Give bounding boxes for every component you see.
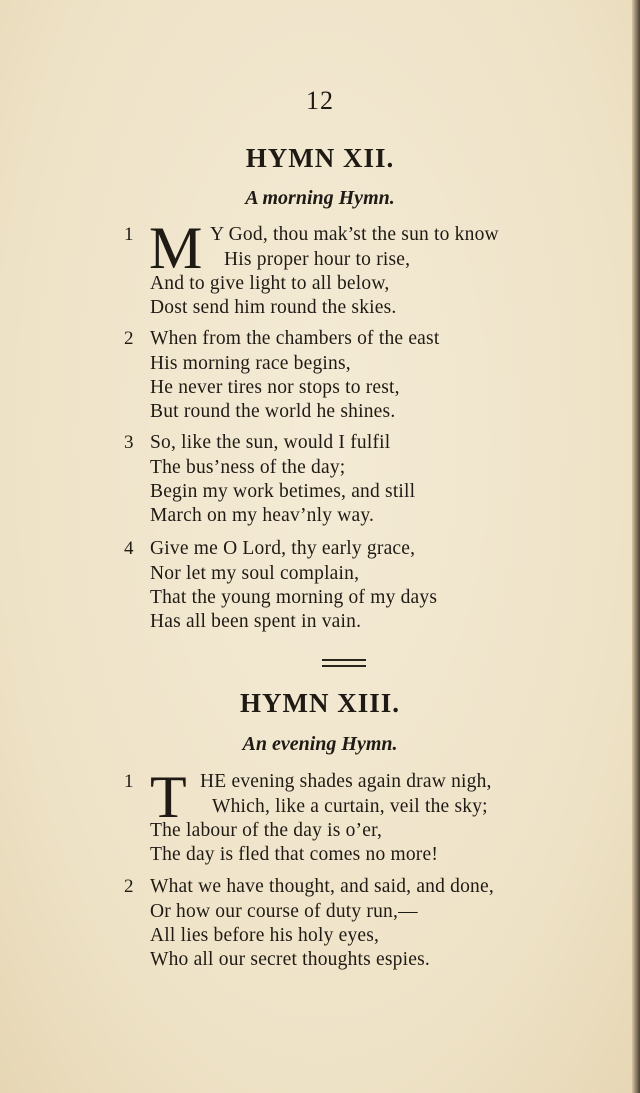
- hymn-12-title: HYMN XII.: [245, 143, 395, 173]
- verse-line: His proper hour to rise,: [224, 249, 411, 270]
- verse-number: 1: [124, 771, 134, 792]
- verse-line: He never tires nor stops to rest,: [150, 377, 400, 398]
- verse-line: When from the chambers of the east: [150, 328, 440, 349]
- hymn-12-subtitle: A morning Hymn.: [245, 187, 395, 209]
- verse-line: But round the world he shines.: [150, 401, 396, 422]
- verse-number: 2: [124, 328, 134, 349]
- verse-line: All lies before his holy eyes,: [150, 925, 380, 946]
- verse-line: So, like the sun, would I fulfil: [150, 432, 391, 453]
- divider-rule-bottom: [322, 665, 366, 667]
- verse-line: Y God, thou mak’st the sun to know: [210, 224, 499, 245]
- verse-line: Who all our secret thoughts espies.: [150, 949, 430, 970]
- verse-line: Begin my work betimes, and still: [150, 481, 416, 502]
- verse-line: Dost send him round the skies.: [150, 297, 397, 318]
- verse-line: Or how our course of duty run,—: [150, 901, 418, 922]
- verse-line: And to give light to all below,: [150, 273, 390, 294]
- verse-line: Which, like a curtain, veil the sky;: [212, 796, 488, 817]
- verse-line: The labour of the day is o’er,: [150, 820, 383, 841]
- verse-line: HE evening shades again draw nigh,: [200, 771, 492, 792]
- verse-line: Has all been spent in vain.: [150, 611, 362, 632]
- hymn-13-subtitle: An evening Hymn.: [242, 733, 398, 755]
- verse-line: Nor let my soul complain,: [150, 563, 360, 584]
- verse-number: 2: [124, 876, 134, 897]
- divider-rule-top: [322, 659, 366, 661]
- verse-line: That the young morning of my days: [150, 587, 438, 608]
- verse-line: The day is fled that comes no more!: [150, 844, 439, 865]
- verse-line: Give me O Lord, thy early grace,: [150, 538, 416, 559]
- verse-number: 3: [124, 432, 134, 453]
- page-number: 12: [306, 86, 334, 115]
- verse-number: 1: [124, 224, 134, 245]
- drop-cap: M: [149, 215, 203, 281]
- verse-line: The bus’ness of the day;: [150, 457, 346, 478]
- verse-line: His morning race begins,: [150, 353, 351, 374]
- hymn-13-title: HYMN XIII.: [239, 688, 400, 718]
- verse-number: 4: [124, 538, 134, 559]
- verse-line: March on my heav’nly way.: [150, 505, 375, 526]
- drop-cap: T: [150, 764, 187, 830]
- verse-line: What we have thought, and said, and done,: [150, 876, 494, 897]
